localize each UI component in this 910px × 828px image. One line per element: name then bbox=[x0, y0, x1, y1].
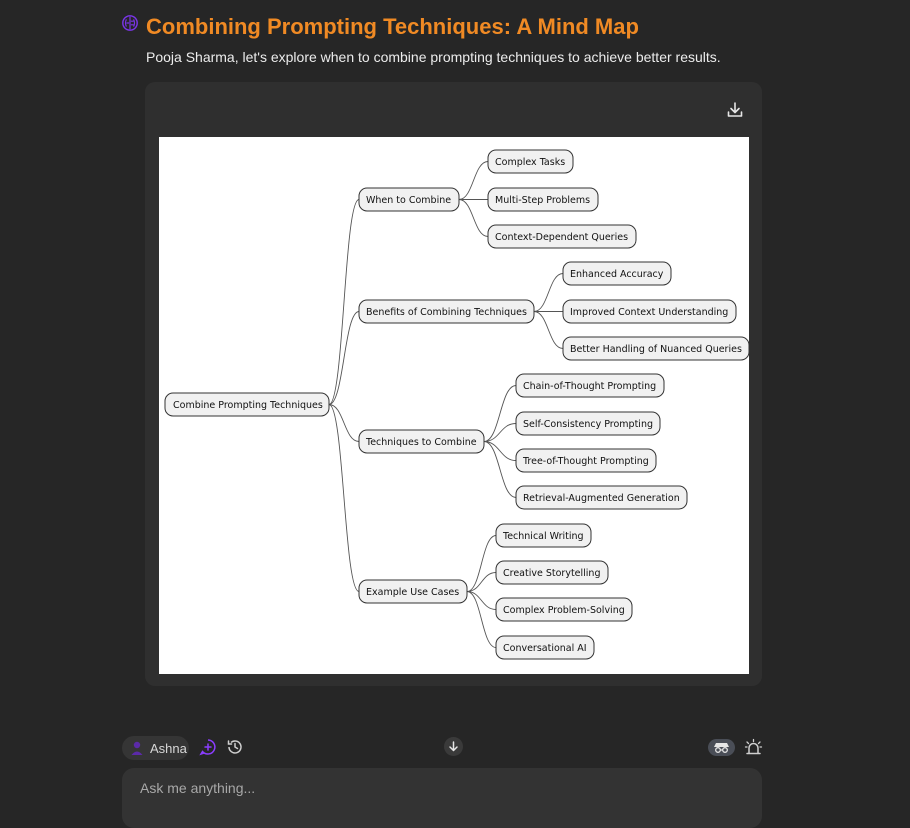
page-title: Combining Prompting Techniques: A Mind Map bbox=[146, 14, 639, 39]
mindmap bbox=[159, 137, 749, 674]
mindmap-branch-node bbox=[359, 430, 484, 453]
mindmap-leaf-node bbox=[516, 449, 656, 472]
mindmap-edge bbox=[484, 424, 516, 442]
mindmap-edge bbox=[329, 405, 359, 592]
mindmap-node-label: Better Handling of Nuanced Queries bbox=[570, 344, 742, 355]
mindmap-node-label: Example Use Cases bbox=[366, 587, 460, 598]
mindmap-branch-node bbox=[359, 580, 467, 603]
mindmap-node-label: Self-Consistency Prompting bbox=[523, 419, 653, 430]
incognito-icon bbox=[708, 739, 735, 756]
mindmap-leaf-node bbox=[516, 486, 687, 509]
mindmap-edge bbox=[534, 312, 563, 349]
mindmap-edge bbox=[484, 442, 516, 461]
mindmap-node-label: Conversational AI bbox=[503, 643, 587, 654]
mindmap-node-label: Context-Dependent Queries bbox=[495, 232, 629, 243]
mindmap-node-label: Tree-of-Thought Prompting bbox=[523, 456, 649, 467]
mindmap-leaf-node bbox=[516, 374, 664, 397]
scroll-down-button[interactable] bbox=[444, 737, 463, 756]
mindmap-edge bbox=[534, 274, 563, 312]
mindmap-node-label: Complex Tasks bbox=[495, 157, 566, 168]
mindmap-node-label: Multi-Step Problems bbox=[495, 195, 591, 206]
agent-selector[interactable] bbox=[122, 736, 189, 760]
mindmap-node-label: Creative Storytelling bbox=[503, 568, 601, 579]
mindmap-edge bbox=[459, 162, 488, 200]
mindmap-leaf-node bbox=[496, 636, 594, 659]
mindmap-node-label: Technical Writing bbox=[503, 531, 584, 542]
mindmap-leaf-node bbox=[496, 561, 608, 584]
mindmap-leaf-node bbox=[563, 337, 749, 360]
mindmap-root-node bbox=[165, 393, 329, 416]
mindmap-node-label: Retrieval-Augmented Generation bbox=[523, 493, 680, 504]
mindmap-leaf-node bbox=[488, 225, 636, 248]
mindmap-leaf-node bbox=[516, 412, 660, 435]
mindmap-leaf-node bbox=[496, 598, 632, 621]
mindmap-node-label: When to Combine bbox=[366, 195, 452, 206]
mindmap-node-label: Chain-of-Thought Prompting bbox=[523, 381, 657, 392]
page-subtitle: Pooja Sharma, let's explore when to combine prompting techniques to achieve better results. bbox=[146, 49, 721, 65]
mindmap-node-label: Complex Problem-Solving bbox=[503, 605, 625, 616]
mindmap-edge bbox=[467, 592, 496, 610]
mindmap-branch-node bbox=[359, 300, 534, 323]
mindmap-node-label: Techniques to Combine bbox=[366, 437, 477, 448]
mindmap-edge bbox=[484, 442, 516, 498]
alarm-icon[interactable] bbox=[744, 738, 763, 757]
mindmap-node-label: Improved Context Understanding bbox=[570, 307, 729, 318]
agent-avatar-icon bbox=[130, 740, 144, 756]
chat-input[interactable] bbox=[138, 776, 742, 800]
mindmap-edge bbox=[329, 312, 359, 405]
history-icon[interactable] bbox=[226, 738, 244, 756]
new-chat-icon[interactable] bbox=[199, 738, 217, 756]
mindmap-branch-node bbox=[359, 188, 459, 211]
mindmap-leaf-node bbox=[563, 300, 736, 323]
mindmap-node-label: Combine Prompting Techniques bbox=[173, 400, 323, 411]
download-icon[interactable] bbox=[725, 100, 745, 120]
chat-input-container bbox=[122, 768, 762, 828]
mindmap-leaf-node bbox=[488, 188, 598, 211]
mindmap-edge bbox=[329, 200, 359, 405]
mindmap-leaf-node bbox=[488, 150, 573, 173]
mindmap-leaf-node bbox=[496, 524, 591, 547]
mindmap-edge bbox=[459, 200, 488, 237]
agent-name: Ashna bbox=[150, 740, 187, 756]
mindmap-edge bbox=[467, 573, 496, 592]
arrow-down-icon bbox=[444, 737, 463, 756]
brain-icon bbox=[121, 14, 139, 32]
mindmap-leaf-node bbox=[563, 262, 671, 285]
mindmap-node-label: Benefits of Combining Techniques bbox=[366, 307, 527, 318]
mindmap-node-label: Enhanced Accuracy bbox=[570, 269, 664, 280]
mindmap-edge bbox=[467, 536, 496, 592]
incognito-toggle[interactable] bbox=[708, 739, 735, 756]
